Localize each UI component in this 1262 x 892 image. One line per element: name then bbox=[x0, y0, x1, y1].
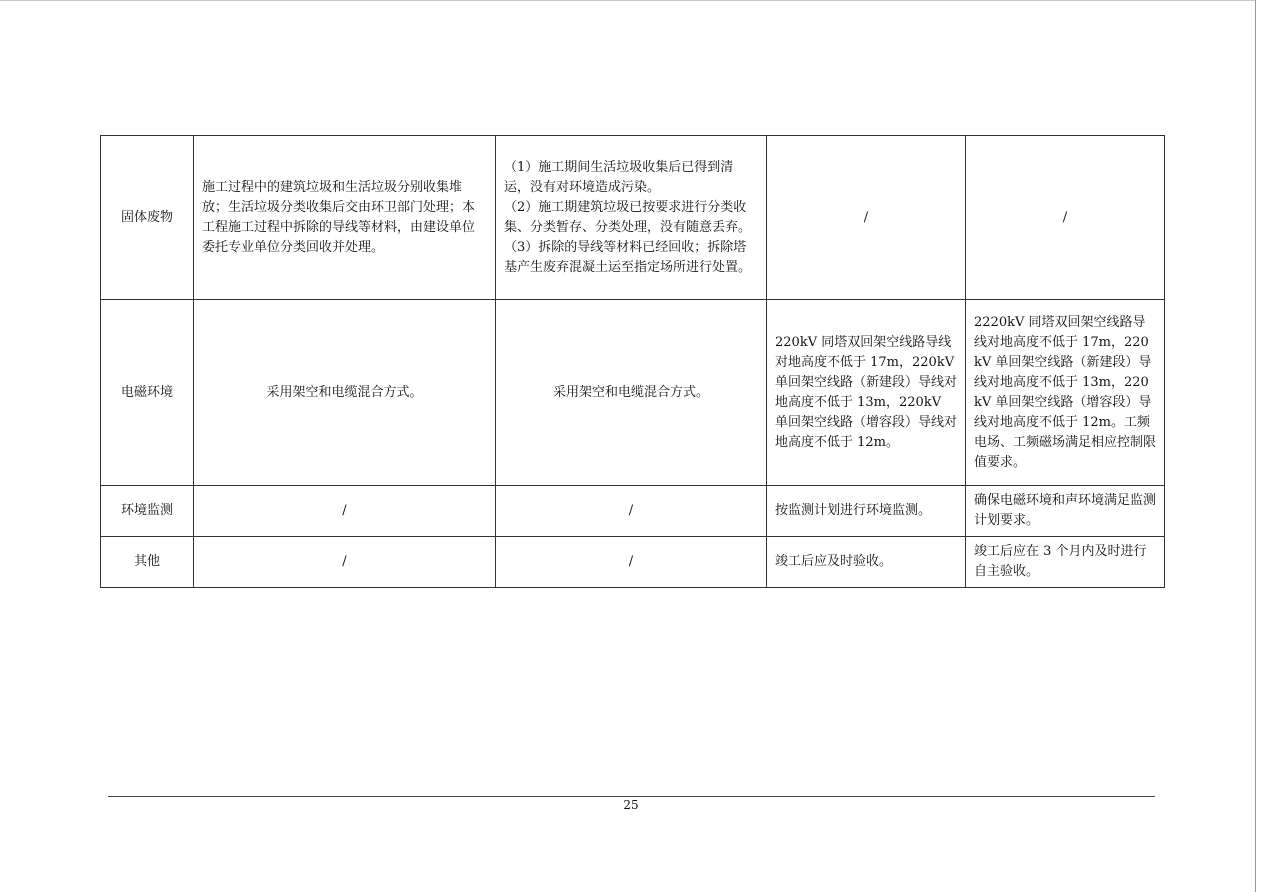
implementation-cell: / bbox=[496, 537, 767, 588]
category-cell: 其他 bbox=[101, 537, 194, 588]
implementation-cell: / bbox=[496, 486, 767, 537]
page-number: 25 bbox=[623, 798, 639, 812]
measure-cell: 采用架空和电缆混合方式。 bbox=[194, 300, 496, 486]
table-row bbox=[101, 300, 1165, 486]
standard-cell: 竣工后应在 3 个月内及时进行自主验收。 bbox=[966, 537, 1165, 588]
table-row bbox=[101, 486, 1165, 537]
implementation-item: （2）施工期建筑垃圾已按要求进行分类收集、分类暂存、分类处理，没有随意丢弃。 bbox=[504, 199, 752, 235]
requirement-cell: 220kV 同塔双回架空线路导线对地高度不低于 17m，220kV 单回架空线路（新建段）导线对地高度不低于 13m，220kV 单回架空线路（增容段）导线对地高度不低于 12m。 bbox=[767, 300, 966, 486]
category-cell: 固体废物 bbox=[101, 136, 194, 300]
table-row bbox=[101, 136, 1165, 300]
implementation-cell: 采用架空和电缆混合方式。 bbox=[496, 300, 767, 486]
page-right-edge bbox=[1255, 0, 1256, 892]
page-top-edge bbox=[0, 0, 1256, 1]
implementation-item: （1）施工期间生活垃圾收集后已得到清运，没有对环境造成污染。 bbox=[504, 159, 734, 195]
requirement-cell: / bbox=[767, 136, 966, 300]
environmental-measures-table bbox=[100, 135, 1165, 588]
measure-cell: / bbox=[194, 486, 496, 537]
measure-cell: / bbox=[194, 537, 496, 588]
standard-cell: 2220kV 同塔双回架空线路导线对地高度不低于 17m，220kV 单回架空线路（新建段）导线对地高度不低于 13m，220kV 单回架空线路（增容段）导线对地高度不低于 12m。工频电场、工频磁场满足相应控制限值要求。 bbox=[966, 300, 1165, 486]
implementation-item: （3）拆除的导线等材料已经回收；拆除塔基产生废弃混凝土运至指定场所进行处置。 bbox=[504, 239, 752, 275]
category-cell: 电磁环境 bbox=[101, 300, 194, 486]
implementation-cell bbox=[496, 136, 767, 300]
requirement-cell: 按监测计划进行环境监测。 bbox=[767, 486, 966, 537]
table-row bbox=[101, 537, 1165, 588]
requirement-cell: 竣工后应及时验收。 bbox=[767, 537, 966, 588]
category-cell: 环境监测 bbox=[101, 486, 194, 537]
measure-cell: 施工过程中的建筑垃圾和生活垃圾分别收集堆放；生活垃圾分类收集后交由环卫部门处理；本工程施工过程中拆除的导线等材料，由建设单位委托专业单位分类回收并处理。 bbox=[194, 136, 496, 300]
standard-cell: / bbox=[966, 136, 1165, 300]
standard-cell: 确保电磁环境和声环境满足监测计划要求。 bbox=[966, 486, 1165, 537]
